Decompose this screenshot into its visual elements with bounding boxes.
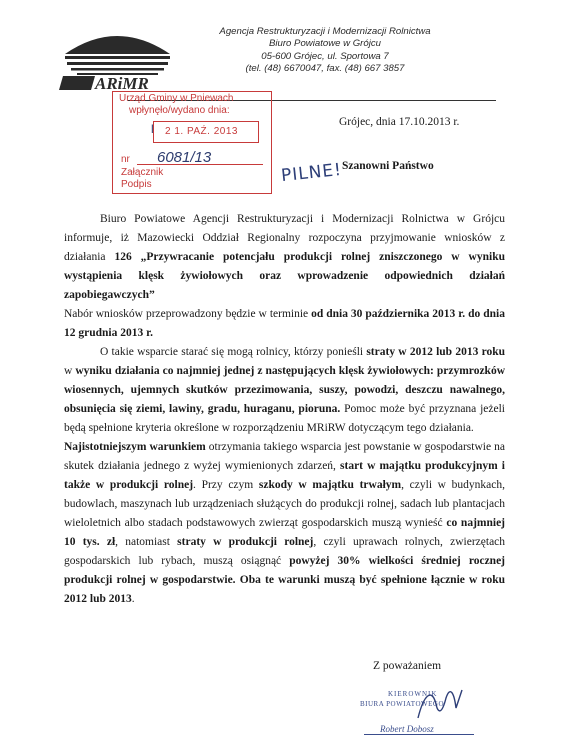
stamp-office: Urząd Gminy w Pniewach xyxy=(119,93,234,104)
stamp-signature-label: Podpis xyxy=(121,179,152,190)
text: otrzymania takiego wsparcia jest powstanie w gospodarstwie na skutek działania jednego z wyżej wymienionych zdarzeń, xyxy=(64,441,506,472)
signature-stamp xyxy=(350,690,500,745)
signature-title: KIEROWNIK xyxy=(388,690,438,698)
measure-title: 126 „Przywracanie potencjału produkcji rolnej zniszczonego w wyniku wystąpienia klęsk żywiołowych oraz wprowadzenie odpowiednich działań zapobiegawczych” xyxy=(64,251,505,301)
text: Nabór wniosków przeprowadzony będzie w terminie xyxy=(64,308,312,320)
text: , czyli uprawach rolnych, zwierzętach gospodarskich lub rybach, muszą osiągnąć xyxy=(64,536,506,567)
text: Biuro Powiatowe Agencji Restrukturyzacji i Modernizacji Rolnictwa w Grójcu informuje, iż Mazowiecki Oddział Regionalny rozpoczyna przyjmowanie wniosków z działania xyxy=(64,213,505,263)
key-condition: Najistotniejszym warunkiem xyxy=(64,441,206,453)
letter-body xyxy=(64,210,505,609)
stamp-date: 2 1. PAŹ. 2013 xyxy=(165,126,238,137)
handwritten-signature xyxy=(410,684,470,724)
paragraph-eligibility xyxy=(64,343,505,438)
threshold-condition: powyżej 30% wielkości średniej rocznej produkcji rolnej w gospodarstwie. Oba te warunki muszą być spełnione łącznie w roku 2012 lub 2013 xyxy=(64,555,506,605)
production-loss: straty w produkcji rolnej xyxy=(177,536,314,548)
agency-contact: (tel. (48) 6670047, fax. (48) 667 3857 xyxy=(245,63,405,75)
min-amount: co najmniej 10 tys. zł xyxy=(64,517,505,548)
disaster-list: wyniku działania co najmniej jednej z następujących klęsk żywiołowych: przymrozków wiosennych, ujemnych skutków przezimowania, suszy, powodzi, deszczu nawalnego, obsunięcia się ziemi, lawiny, gradu, huraganu, pioruna. xyxy=(64,365,506,415)
agency-header xyxy=(200,26,450,76)
stamp-nr-label: nr xyxy=(121,154,130,165)
logo-text: ARiMR xyxy=(95,74,149,92)
stamp-mark: l xyxy=(151,122,154,136)
text: O takie wsparcie starać się mogą rolnicy, którzy ponieśli xyxy=(100,346,367,358)
handwritten-urgent-note: PILNE! xyxy=(280,159,343,187)
agency-office: Biuro Powiatowe w Grójcu xyxy=(269,38,381,50)
stamp-attachment-label: Załącznik xyxy=(121,167,164,178)
text: . Przy czym xyxy=(193,479,259,491)
condition-emphasis: start w majątku produkcyjnym i także w produkcji rolnej xyxy=(64,460,505,491)
agency-address: 05-600 Grójec, ul. Sportowa 7 xyxy=(261,50,389,62)
paragraph-deadline xyxy=(64,305,505,343)
text: Pomoc może być przyznana jeżeli będą spełnione kryteria określone w rozporządzeniu MRiRW dotyczącym tego działania. xyxy=(64,403,505,434)
signature-line xyxy=(364,734,474,735)
agency-name: Agencja Restrukturyzacji i Modernizacji Rolnictwa xyxy=(219,26,431,37)
deadline-dates: od dnia 30 października 2013 r. do dnia 12 grudnia 2013 r. xyxy=(64,308,505,339)
fixed-assets-damage: szkody w majątku trwałym xyxy=(258,479,402,491)
salutation: Szanowni Państwo xyxy=(342,160,434,172)
paragraph-conditions xyxy=(64,438,505,609)
paragraph-intro xyxy=(64,210,505,305)
closing: Z poważaniem xyxy=(373,660,442,672)
text: , natomiast xyxy=(115,536,178,548)
loss-years: straty w 2012 lub 2013 roku xyxy=(366,346,506,358)
text: w xyxy=(64,365,76,377)
stamp-received-label: wpłynęło/wydano dnia: xyxy=(129,105,230,116)
text: . xyxy=(131,593,135,605)
registry-stamp xyxy=(112,91,272,194)
arimr-logo xyxy=(55,20,180,92)
signatory-name: Robert Dobosz xyxy=(380,724,434,734)
text: , czyli w budynkach, budowlach, maszynach lub urządzeniach służących do produkcji rolnej, sadach lub plantacjach wieloletnich albo stadach podstawowych zwierząt gospodarskich muszą wynieść xyxy=(64,479,505,529)
place-date: Grójec, dnia 17.10.2013 r. xyxy=(339,116,460,128)
stamp-nr-value: 6081/13 xyxy=(157,149,212,166)
signature-unit: BIURA POWIATOWEGO xyxy=(360,700,445,708)
